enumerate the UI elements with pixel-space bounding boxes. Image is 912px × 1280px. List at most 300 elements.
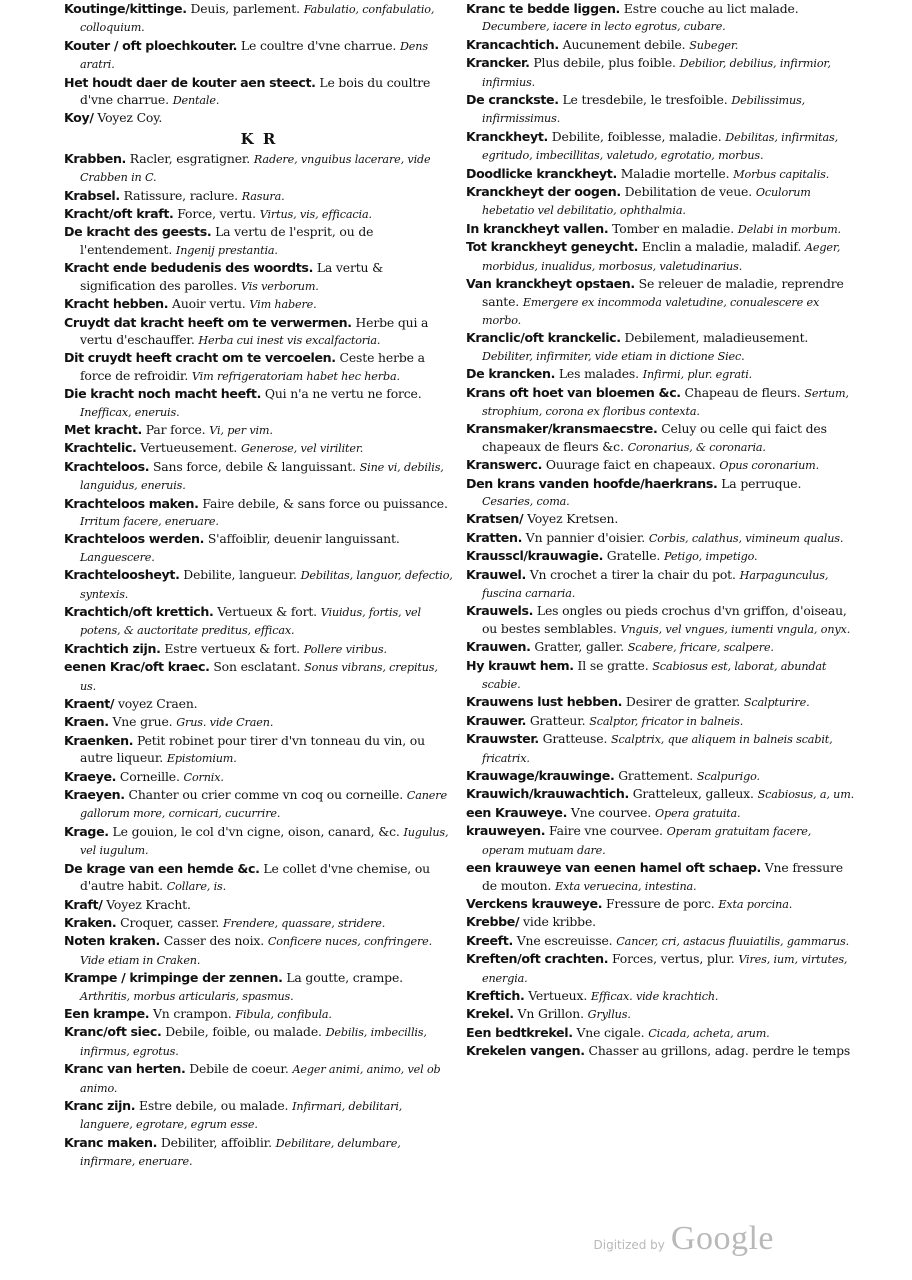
entry-french: Racler, esgratigner. — [129, 150, 251, 166]
entry-french: Vne courvee. — [570, 804, 652, 820]
dictionary-entry — [466, 1024, 856, 1042]
entry-latin: Harpagunculus, fuscina carnaria. — [482, 568, 829, 600]
entry-french: Les ongles ou pieds crochus d'vn griffon, d'oiseau, ou bestes semblables. — [482, 603, 847, 636]
entry-headword: Een krampe. — [64, 1005, 150, 1021]
entry-latin: Cancer, cri, astacus fluuiatilis, gammarus. — [616, 934, 850, 948]
entry-french: Son esclatant. — [213, 659, 301, 675]
entry-headword: Krachteloosheyt. — [64, 567, 180, 583]
entry-latin: Scalpurigo. — [696, 770, 760, 784]
dictionary-entry — [64, 421, 454, 439]
entry-headword: Kranc van herten. — [64, 1061, 186, 1077]
entry-latin: Canere gallorum more, cornicari, cucurrire. — [80, 789, 447, 821]
dictionary-entry — [64, 695, 454, 713]
entry-headword: Kratsen/ — [466, 511, 524, 527]
entry-latin: Opus coronarium. — [719, 459, 820, 473]
dictionary-entry — [64, 349, 454, 385]
entry-latin: Vires, ium, virtutes, energia. — [482, 953, 848, 985]
entry-headword: Kracht/oft kraft. — [64, 206, 174, 222]
entry-french: Aucunement debile. — [562, 36, 686, 52]
entry-latin: Languescere. — [80, 550, 155, 564]
entry-latin: Virtus, vis, efficacia. — [259, 208, 372, 222]
dictionary-entry — [466, 822, 856, 859]
dictionary-entry — [466, 1005, 856, 1023]
entry-french: Le tresdebile, le tresfoible. — [562, 92, 728, 108]
entry-headword: Kreftich. — [466, 987, 525, 1003]
entry-french: Se releuer de maladie, reprendre sante. — [482, 276, 844, 309]
entry-latin: Scalptor, fricator in balneis. — [589, 714, 744, 728]
entry-headword: Krabben. — [64, 150, 126, 166]
entry-french: Debile de coeur. — [189, 1061, 289, 1077]
dictionary-entry — [466, 950, 856, 987]
entry-headword: Kransmaker/kransmaecstre. — [466, 421, 658, 437]
entry-latin: Radere, vnguibus lacerare, vide Crabben in C. — [80, 152, 431, 185]
dictionary-entry — [466, 456, 856, 474]
digitized-watermark — [594, 1220, 775, 1258]
entry-headword: Krauwage/krauwinge. — [466, 768, 615, 784]
entry-latin: Emergere ex incommoda valetudine, conualescere ex morbo. — [482, 295, 820, 327]
entry-latin: Irritum facere, eneruare. — [80, 514, 219, 528]
entry-latin: Infirmi, plur. egrati. — [642, 368, 753, 382]
entry-headword: Kraeyen. — [64, 787, 125, 803]
entry-headword: Het houdt daer de kouter aen steect. — [64, 74, 316, 90]
entry-headword: Die kracht noch macht heeft. — [64, 386, 262, 402]
entry-latin: Petigo, impetigo. — [663, 550, 758, 564]
dictionary-entry — [64, 1060, 454, 1097]
dictionary-entry — [466, 275, 856, 329]
entry-french: Celuy ou celle qui faict des chapeaux de fleurs &c. — [482, 421, 827, 454]
entry-latin: Conficere nuces, confringere. Vide etiam in Craken. — [80, 935, 433, 967]
entry-french: Forces, vertus, plur. — [612, 951, 735, 967]
entry-french: Fressure de porc. — [605, 895, 715, 911]
entry-latin: Scalpturire. — [743, 696, 810, 710]
entry-headword: Krauwich/krauwachtich. — [466, 786, 629, 802]
entry-french: Voyez Kracht. — [106, 896, 191, 912]
dictionary-entry — [64, 823, 454, 860]
entry-headword: een krauweye van eenen hamel oft schaep. — [466, 860, 761, 876]
entry-latin: Debilitare, delumbare, infirmare, eneruare. — [80, 1136, 401, 1169]
entry-french: Faire debile, & sans force ou puissance. — [202, 495, 448, 511]
entry-french: Casser des noix. — [163, 933, 265, 949]
dictionary-entry — [64, 439, 454, 457]
entry-french: Debilitation de veue. — [624, 184, 753, 200]
entry-headword: Kouter / oft ploechkouter. — [64, 37, 238, 53]
entry-french: Par force. — [145, 421, 206, 437]
entry-headword: Krage. — [64, 823, 109, 839]
entry-french: Le bois du coultre d'vne charrue. — [80, 74, 431, 108]
dictionary-entry — [64, 786, 454, 823]
dictionary-entry — [466, 420, 856, 456]
dictionary-entry — [64, 187, 454, 205]
entry-headword: Kraft/ — [64, 896, 103, 912]
entry-headword: Kreeft. — [466, 932, 513, 948]
entry-headword: Kranclic/oft kranckelic. — [466, 330, 621, 346]
dictionary-entry — [64, 860, 454, 896]
entry-french: Le collet d'vne chemise, ou d'autre habit. — [80, 860, 430, 894]
entry-headword: Krauwel. — [466, 566, 526, 582]
entry-french: Auoir vertu. — [172, 296, 246, 312]
entry-latin: Iugulus, vel iugulum. — [80, 825, 449, 858]
entry-headword: Kranckheyt. — [466, 128, 548, 144]
entry-latin: Oculorum hebetatio vel debilitatio, ophthalmia. — [482, 186, 811, 218]
dictionary-entry — [466, 1042, 856, 1060]
dictionary-entry — [466, 365, 856, 383]
dictionary-entry — [64, 37, 454, 74]
entry-french: Vertueusement. — [140, 440, 238, 456]
entry-latin: Cesaries, coma. — [482, 494, 570, 508]
entry-french: Voyez Coy. — [97, 110, 163, 126]
entry-latin: Vim habere. — [249, 298, 317, 312]
entry-french: Grattement. — [618, 768, 694, 784]
entry-french: Plus debile, plus foible. — [533, 55, 676, 71]
entry-latin: Arthritis, morbus articularis, spasmus. — [80, 989, 294, 1003]
entry-french: Estre couche au lict malade. — [623, 1, 799, 16]
section-heading: K R — [240, 129, 278, 148]
dictionary-entry — [466, 602, 856, 638]
entry-latin: Decumbere, iacere in lecto egrotus, cubare. — [482, 20, 726, 34]
google-logo-text: Google — [670, 1220, 774, 1257]
entry-latin: Vnguis, vel vngues, iumenti vngula, onyx. — [620, 622, 851, 636]
dictionary-entry — [466, 712, 856, 730]
dictionary-entry — [64, 932, 454, 969]
entry-headword: Noten kraken. — [64, 933, 160, 949]
dictionary-entry — [64, 295, 454, 313]
entry-latin: Scalptrix, que aliquem in balneis scabit, fricatrix. — [482, 733, 833, 765]
entry-latin: Aeger, morbidus, inualidus, morbosus, valetudinarius. — [482, 241, 841, 273]
dictionary-entry — [466, 475, 856, 511]
entry-headword: Met kracht. — [64, 421, 142, 437]
dictionary-entry — [466, 895, 856, 913]
entry-latin: Debilissimus, infirmissimus. — [482, 94, 806, 126]
dictionary-entry — [64, 385, 454, 421]
dictionary-entry — [466, 36, 856, 54]
entry-latin: Grus. vide Craen. — [176, 716, 274, 730]
entry-french: Maladie mortelle. — [620, 165, 730, 181]
entry-latin: Scabiosus est, laborat, abundat scabie. — [482, 659, 827, 692]
dictionary-entry — [466, 220, 856, 238]
entry-headword: Kraken. — [64, 914, 117, 930]
entry-french: La vertu & signification des parolles. — [80, 260, 384, 293]
entry-headword: Krachteloos. — [64, 458, 150, 474]
entry-latin: Morbus capitalis. — [733, 167, 830, 181]
entry-headword: Krekel. — [466, 1006, 514, 1022]
entry-headword: Kranckheyt der oogen. — [466, 184, 621, 200]
entry-french: Gratteleux, galleux. — [632, 786, 754, 802]
digitized-label: Digitized by — [593, 1238, 665, 1252]
entry-headword: Kranc maken. — [64, 1134, 158, 1150]
entry-french: Le coultre d'vne charrue. — [240, 37, 397, 53]
entry-latin: Sonus vibrans, crepitus, us. — [80, 661, 438, 693]
dictionary-entry — [64, 74, 454, 110]
entry-headword: De kracht des geests. — [64, 224, 212, 240]
entry-latin: Coronarius, & coronaria. — [627, 440, 766, 454]
entry-french: Estre debile, ou malade. — [138, 1097, 289, 1113]
dictionary-entry — [466, 547, 856, 565]
dictionary-entry — [466, 91, 856, 128]
entry-headword: Krausscl/krauwagie. — [466, 548, 603, 564]
dictionary-entry — [64, 640, 454, 658]
dictionary-entry — [64, 495, 454, 531]
dictionary-entry — [466, 804, 856, 822]
dictionary-entry — [466, 638, 856, 656]
entry-headword: Krachtelic. — [64, 440, 137, 456]
dictionary-entry — [466, 384, 856, 421]
dictionary-entry — [64, 1023, 454, 1060]
entry-french: Ratissure, raclure. — [123, 187, 238, 203]
entry-headword: De krancken. — [466, 366, 556, 382]
dictionary-entry — [466, 913, 856, 931]
entry-french: Vn Grillon. — [517, 1006, 584, 1022]
entry-french: Vne grue. — [112, 714, 173, 730]
dictionary-entry — [64, 768, 454, 786]
entry-latin: Cicada, acheta, arum. — [648, 1026, 770, 1040]
dictionary-entry — [64, 259, 454, 295]
entry-french: Chapeau de fleurs. — [684, 384, 801, 400]
entry-latin: Debilior, debilius, infirmior, infirmius. — [482, 57, 831, 89]
dictionary-entry — [64, 713, 454, 731]
entry-latin: Operam gratuitam facere, operam mutuam dare. — [482, 825, 812, 857]
entry-french: Herbe qui a vertu d'eschauffer. — [80, 314, 429, 347]
entry-latin: Generose, vel viriliter. — [241, 442, 364, 456]
entry-headword: Kraen. — [64, 714, 109, 730]
entry-latin: Aeger animi, animo, vel ob animo. — [80, 1063, 441, 1095]
entry-latin: Debilis, imbecillis, infirmus, egrotus. — [80, 1026, 427, 1058]
dictionary-entry — [466, 238, 856, 275]
entry-latin: Dentale. — [172, 94, 220, 108]
dictionary-entry — [64, 1097, 454, 1134]
entry-latin: Corbis, calathus, vimineum qualus. — [648, 531, 844, 545]
entry-french: Gratter, galler. — [534, 639, 624, 655]
entry-headword: Kracht ende bedudenis des woordts. — [64, 260, 314, 276]
dictionary-entry — [64, 458, 454, 495]
entry-latin: Fabulatio, confabulatio, colloquium. — [80, 3, 435, 35]
entry-headword: Krauwen. — [466, 639, 531, 655]
entry-latin: Debilitas, infirmitas, egritudo, imbecillitas, valetudo, egrotatio, morbus. — [482, 130, 839, 163]
dictionary-entry — [64, 1134, 454, 1171]
dictionary-entry — [466, 329, 856, 365]
left-column — [64, 0, 454, 1171]
entry-headword: Kreften/oft crachten. — [466, 951, 609, 967]
entry-headword: Krachtich/oft krettich. — [64, 604, 214, 619]
entry-latin: Gryllus. — [587, 1008, 631, 1022]
entry-headword: Kraenken. — [64, 732, 134, 748]
entry-latin: Cornix. — [183, 770, 224, 784]
entry-headword: Krekelen vangen. — [466, 1043, 585, 1059]
entry-french: S'affoiblir, deuenir languissant. — [207, 531, 400, 547]
entry-french: Le gouion, le col d'vn cigne, oison, canard, &c. — [112, 823, 400, 839]
dictionary-entry — [64, 658, 454, 695]
entry-latin: Scabere, fricare, scalpere. — [627, 641, 774, 655]
dictionary-entry — [466, 54, 856, 91]
entry-french: Deuis, parlement. — [190, 1, 300, 16]
entry-headword: Van kranckheyt opstaen. — [466, 276, 635, 292]
dictionary-entry — [64, 0, 454, 37]
entry-french: Chanter ou crier comme vn coq ou corneille. — [128, 787, 403, 803]
entry-french: Ceste herbe a force de refroidir. — [80, 350, 425, 383]
entry-latin: Viuidus, fortis, vel potens, & auctoritate preditus, efficax. — [80, 606, 421, 638]
dictionary-entry — [466, 529, 856, 547]
entry-headword: Koy/ — [64, 110, 94, 126]
entry-headword: Krachteloos werden. — [64, 531, 205, 547]
dictionary-entry — [64, 603, 454, 640]
entry-headword: Kranc zijn. — [64, 1097, 136, 1113]
entry-latin: Pollere viribus. — [303, 642, 387, 656]
entry-french: La perruque. — [721, 475, 802, 491]
entry-french: La goutte, crampe. — [286, 970, 403, 986]
dictionary-entry — [466, 767, 856, 785]
entry-french: Vne cigale. — [576, 1024, 645, 1040]
entry-headword: Krauwster. — [466, 731, 539, 747]
entry-headword: Verckens krauweye. — [466, 895, 603, 911]
entry-headword: Krachteloos maken. — [64, 495, 199, 511]
entry-headword: Krauwer. — [466, 712, 527, 728]
entry-headword: Den krans vanden hoofde/haerkrans. — [466, 475, 718, 491]
entry-latin: Epistomium. — [166, 752, 237, 766]
dictionary-entry — [64, 914, 454, 932]
entry-latin: Infirmari, debilitari, languere, egrotare, egrum esse. — [80, 1099, 403, 1132]
dictionary-entry — [64, 1005, 454, 1023]
entry-latin: Herba cui inest vis excalfactoria. — [198, 333, 381, 347]
entry-headword: Krebbe/ — [466, 914, 520, 930]
entry-french: Voyez Kretsen. — [527, 511, 619, 527]
dictionary-entry — [466, 987, 856, 1005]
entry-latin: Vim refrigeratoriam habet hec herba. — [191, 369, 400, 383]
entry-headword: eenen Krac/oft kraec. — [64, 659, 210, 675]
entry-headword: Kraeye. — [64, 768, 117, 784]
entry-french: Debilite, foiblesse, maladie. — [551, 128, 722, 144]
entry-latin: Frendere, quassare, stridere. — [222, 916, 386, 930]
entry-french: Vn crochet a tirer la chair du pot. — [529, 566, 736, 582]
entry-french: Debilite, langueur. — [183, 567, 297, 583]
entry-latin: Subeger. — [689, 38, 739, 52]
entry-headword: Cruydt dat kracht heeft om te verwermen. — [64, 314, 352, 330]
dictionary-entry — [466, 165, 856, 183]
right-column — [466, 0, 856, 1061]
entry-headword: Krabsel. — [64, 187, 120, 203]
entry-french: Desirer de gratter. — [625, 694, 741, 710]
entry-latin: Debilitas, languor, defectio, syntexis. — [80, 569, 453, 601]
entry-french: Vertueux. — [528, 987, 588, 1003]
entry-french: Corneille. — [119, 768, 180, 784]
entry-headword: Krachtich zijn. — [64, 640, 161, 656]
dictionary-entry — [64, 896, 454, 914]
dictionary-entry — [64, 205, 454, 223]
entry-french: Gratteuse. — [542, 731, 608, 747]
entry-latin: Delabi in morbum. — [737, 222, 841, 236]
entry-french: Gratelle. — [606, 548, 661, 564]
entry-latin: Ingenij prestantia. — [175, 243, 278, 257]
entry-headword: Dit cruydt heeft cracht om te vercoelen. — [64, 350, 336, 366]
entry-headword: Krauwels. — [466, 603, 534, 619]
dictionary-entry — [64, 150, 454, 187]
entry-latin: Exta veruecina, intestina. — [555, 879, 697, 893]
dictionary-entry — [64, 969, 454, 1005]
entry-french: Qui n'a ne vertu ne force. — [264, 386, 422, 402]
entry-headword: Kraent/ — [64, 696, 115, 712]
dictionary-entry — [64, 566, 454, 603]
entry-headword: Krauwens lust hebben. — [466, 694, 623, 710]
dictionary-entry — [466, 128, 856, 165]
entry-latin: Rasura. — [241, 189, 285, 203]
entry-headword: een Krauweye. — [466, 804, 568, 820]
dictionary-entry — [466, 183, 856, 220]
entry-headword: Kratten. — [466, 529, 522, 545]
entry-french: Gratteur. — [529, 712, 586, 728]
entry-headword: Kracht hebben. — [64, 296, 169, 312]
entry-latin: Vis verborum. — [240, 279, 319, 293]
entry-french: Vn pannier d'oisier. — [525, 529, 646, 545]
entry-latin: Sine vi, debilis, languidus, eneruis. — [80, 460, 444, 493]
dictionary-entry — [64, 530, 454, 566]
entry-headword: krauweyen. — [466, 823, 546, 839]
dictionary-entry — [64, 223, 454, 259]
dictionary-entry — [466, 510, 856, 528]
entry-french: Enclin a maladie, maladif. — [641, 239, 802, 255]
entry-french: Chasser au grillons, adag. perdre le temps — [588, 1043, 851, 1059]
entry-headword: In kranckheyt vallen. — [466, 220, 609, 236]
entry-latin: Debiliter, infirmiter, vide etiam in dictione Siec. — [482, 349, 745, 363]
entry-headword: Een bedtkrekel. — [466, 1024, 573, 1040]
entry-headword: Tot kranckheyt geneycht. — [466, 239, 639, 255]
dictionary-entry — [466, 785, 856, 803]
dictionary-entry — [64, 109, 454, 127]
entry-french: La vertu de l'esprit, ou de l'entendement. — [80, 224, 374, 257]
dictionary-entry — [466, 859, 856, 895]
entry-latin: Vi, per vim. — [209, 423, 273, 437]
entry-latin: Sertum, strophium, corona ex floribus contexta. — [482, 386, 849, 418]
entry-french: Sans force, debile & languissant. — [152, 458, 356, 474]
entry-french: Vertueux & fort. — [217, 604, 317, 619]
entry-french: Il se gratte. — [577, 657, 649, 673]
dictionary-entry — [466, 566, 856, 603]
entry-latin: Collare, is. — [166, 880, 227, 894]
entry-french: Estre vertueux & fort. — [164, 640, 300, 656]
entry-latin: Scabiosus, a, um. — [757, 788, 855, 802]
entry-headword: Krancachtich. — [466, 36, 559, 52]
entry-headword: Krampe / krimpinge der zennen. — [64, 970, 283, 986]
entry-latin: Dens aratri. — [80, 39, 428, 72]
entry-french: vide kribbe. — [523, 914, 596, 930]
entry-headword: Kranc/oft siec. — [64, 1024, 162, 1040]
entry-latin: Fibula, confibula. — [235, 1007, 332, 1021]
entry-latin: Inefficax, eneruis. — [80, 405, 180, 419]
entry-headword: De cranckste. — [466, 92, 559, 108]
dictionary-entry — [466, 932, 856, 950]
entry-latin: Efficax. vide krachtich. — [590, 989, 719, 1003]
entry-headword: Hy krauwt hem. — [466, 657, 574, 673]
entry-latin: Exta porcina. — [718, 897, 793, 911]
entry-french: Debile, foible, ou malade. — [165, 1024, 322, 1040]
dictionary-entry — [466, 0, 856, 36]
dictionary-entry — [466, 730, 856, 767]
entry-headword: Doodlicke kranckheyt. — [466, 165, 617, 181]
dictionary-entry — [64, 314, 454, 350]
entry-french: Faire vne courvee. — [549, 823, 663, 839]
entry-french: Ouurage faict en chapeaux. — [545, 457, 716, 473]
entry-french: voyez Craen. — [117, 696, 198, 712]
entry-headword: Krancker. — [466, 55, 530, 71]
dictionary-entry — [466, 657, 856, 694]
entry-headword: Koutinge/kittinge. — [64, 1, 187, 16]
entry-latin: Opera gratuita. — [654, 806, 741, 820]
dictionary-entry — [466, 693, 856, 711]
entry-french: Debilement, maladieusement. — [624, 330, 809, 346]
entry-french: Les malades. — [558, 366, 639, 382]
entry-french: Debiliter, affoiblir. — [160, 1134, 272, 1150]
entry-headword: Krans oft hoet van bloemen &c. — [466, 384, 681, 400]
entry-french: Force, vertu. — [177, 206, 256, 222]
entry-headword: De krage van een hemde &c. — [64, 860, 260, 876]
entry-french: Tomber en maladie. — [612, 220, 734, 236]
